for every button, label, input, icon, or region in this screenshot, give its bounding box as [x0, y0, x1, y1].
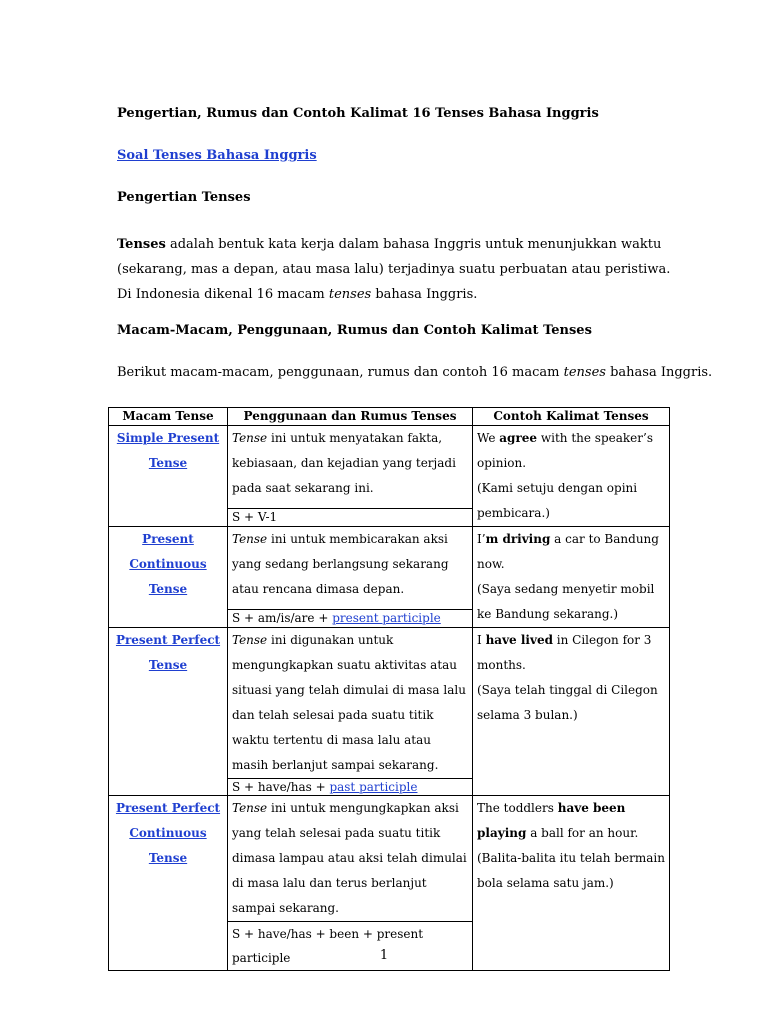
tense-name-cell — [109, 796, 228, 971]
tense-name-cell — [109, 426, 228, 527]
tense-name-link[interactable]: Present Perfect Tense — [115, 633, 221, 672]
table-row — [109, 796, 670, 922]
formula-cell: S + V-1 — [228, 508, 473, 526]
usage-cell: Tense ini untuk membicarakan aksi yang sedang berlangsung sekarang atau rencana dimasa depan. — [228, 527, 473, 610]
page-number: 1 — [379, 948, 389, 963]
past-participle-link[interactable]: past participle — [329, 780, 418, 794]
tense-name-cell — [109, 527, 228, 628]
heading-pengertian: Pengertian Tenses — [117, 190, 251, 205]
tense-name-cell — [109, 628, 228, 796]
soal-tenses-link[interactable]: Soal Tenses Bahasa Inggris — [117, 148, 317, 163]
table-header-row — [109, 408, 670, 426]
term-tenses: Tenses — [117, 237, 166, 252]
document-title: Pengertian, Rumus dan Contoh Kalimat 16 Tenses Bahasa Inggris — [117, 106, 599, 121]
header-penggunaan: Penggunaan dan Rumus Tenses — [228, 408, 473, 426]
example-cell: We agree with the speaker’s opinion. (Kami setuju dengan opini pembicara.) — [473, 426, 670, 527]
present-participle-link[interactable]: present participle — [332, 610, 441, 625]
table-row — [109, 628, 670, 779]
example-cell: The toddlers have been playing a ball for an hour. (Balita-balita itu telah bermain bola selama satu jam.) — [473, 796, 670, 971]
tenses-table — [108, 407, 670, 971]
usage-cell: Tense ini digunakan untuk mengungkapkan suatu aktivitas atau situasi yang telah dimulai di masa lalu dan telah selesai pada suatu titik waktu tertentu di masa lalu atau masih berlanjut sampai sekarang. — [228, 628, 473, 779]
usage-cell: Tense ini untuk mengungkapkan aksi yang telah selesai pada suatu titik dimasa lampau atau aksi telah dimulai di masa lalu dan terus berlanjut sampai sekarang. — [228, 796, 473, 922]
tense-name-link[interactable]: Present Continuous Tense — [129, 532, 207, 596]
table-row — [109, 527, 670, 610]
example-cell: I have lived in Cilegon for 3 months. (Saya telah tinggal di Cilegon selama 3 bulan.) — [473, 628, 670, 796]
formula-cell: S + am/is/are + present participle — [228, 609, 473, 627]
tense-name-link[interactable]: Present Perfect Continuous Tense — [115, 801, 221, 865]
example-cell: I’m driving a car to Bandung now. (Saya sedang menyetir mobil ke Bandung sekarang.) — [473, 527, 670, 628]
formula-cell: S + have/has + past participle — [228, 779, 473, 796]
formula-cell: S + have/has + been + present participle — [228, 922, 473, 971]
intro-sentence: Berikut macam-macam, penggunaan, rumus dan contoh 16 macam tenses bahasa Inggris. — [117, 365, 713, 380]
usage-cell: Tense ini untuk menyatakan fakta, kebiasaan, dan kejadian yang terjadi pada saat sekarang ini. — [228, 426, 473, 509]
table-row — [109, 426, 670, 509]
heading-macam: Macam-Macam, Penggunaan, Rumus dan Contoh Kalimat Tenses — [117, 323, 592, 338]
tense-name-link[interactable]: Simple Present Tense — [116, 431, 220, 470]
definition-paragraph: Tenses adalah bentuk kata kerja dalam bahasa Inggris untuk menunjukkan waktu (sekarang, mas a depan, atau masa lalu) terjadinya suatu perbuatan atau peristiwa. Di Indonesia dikenal 16 macam tenses bahasa Inggris. — [117, 237, 671, 302]
header-macam-tense: Macam Tense — [109, 408, 228, 426]
header-contoh: Contoh Kalimat Tenses — [473, 408, 670, 426]
